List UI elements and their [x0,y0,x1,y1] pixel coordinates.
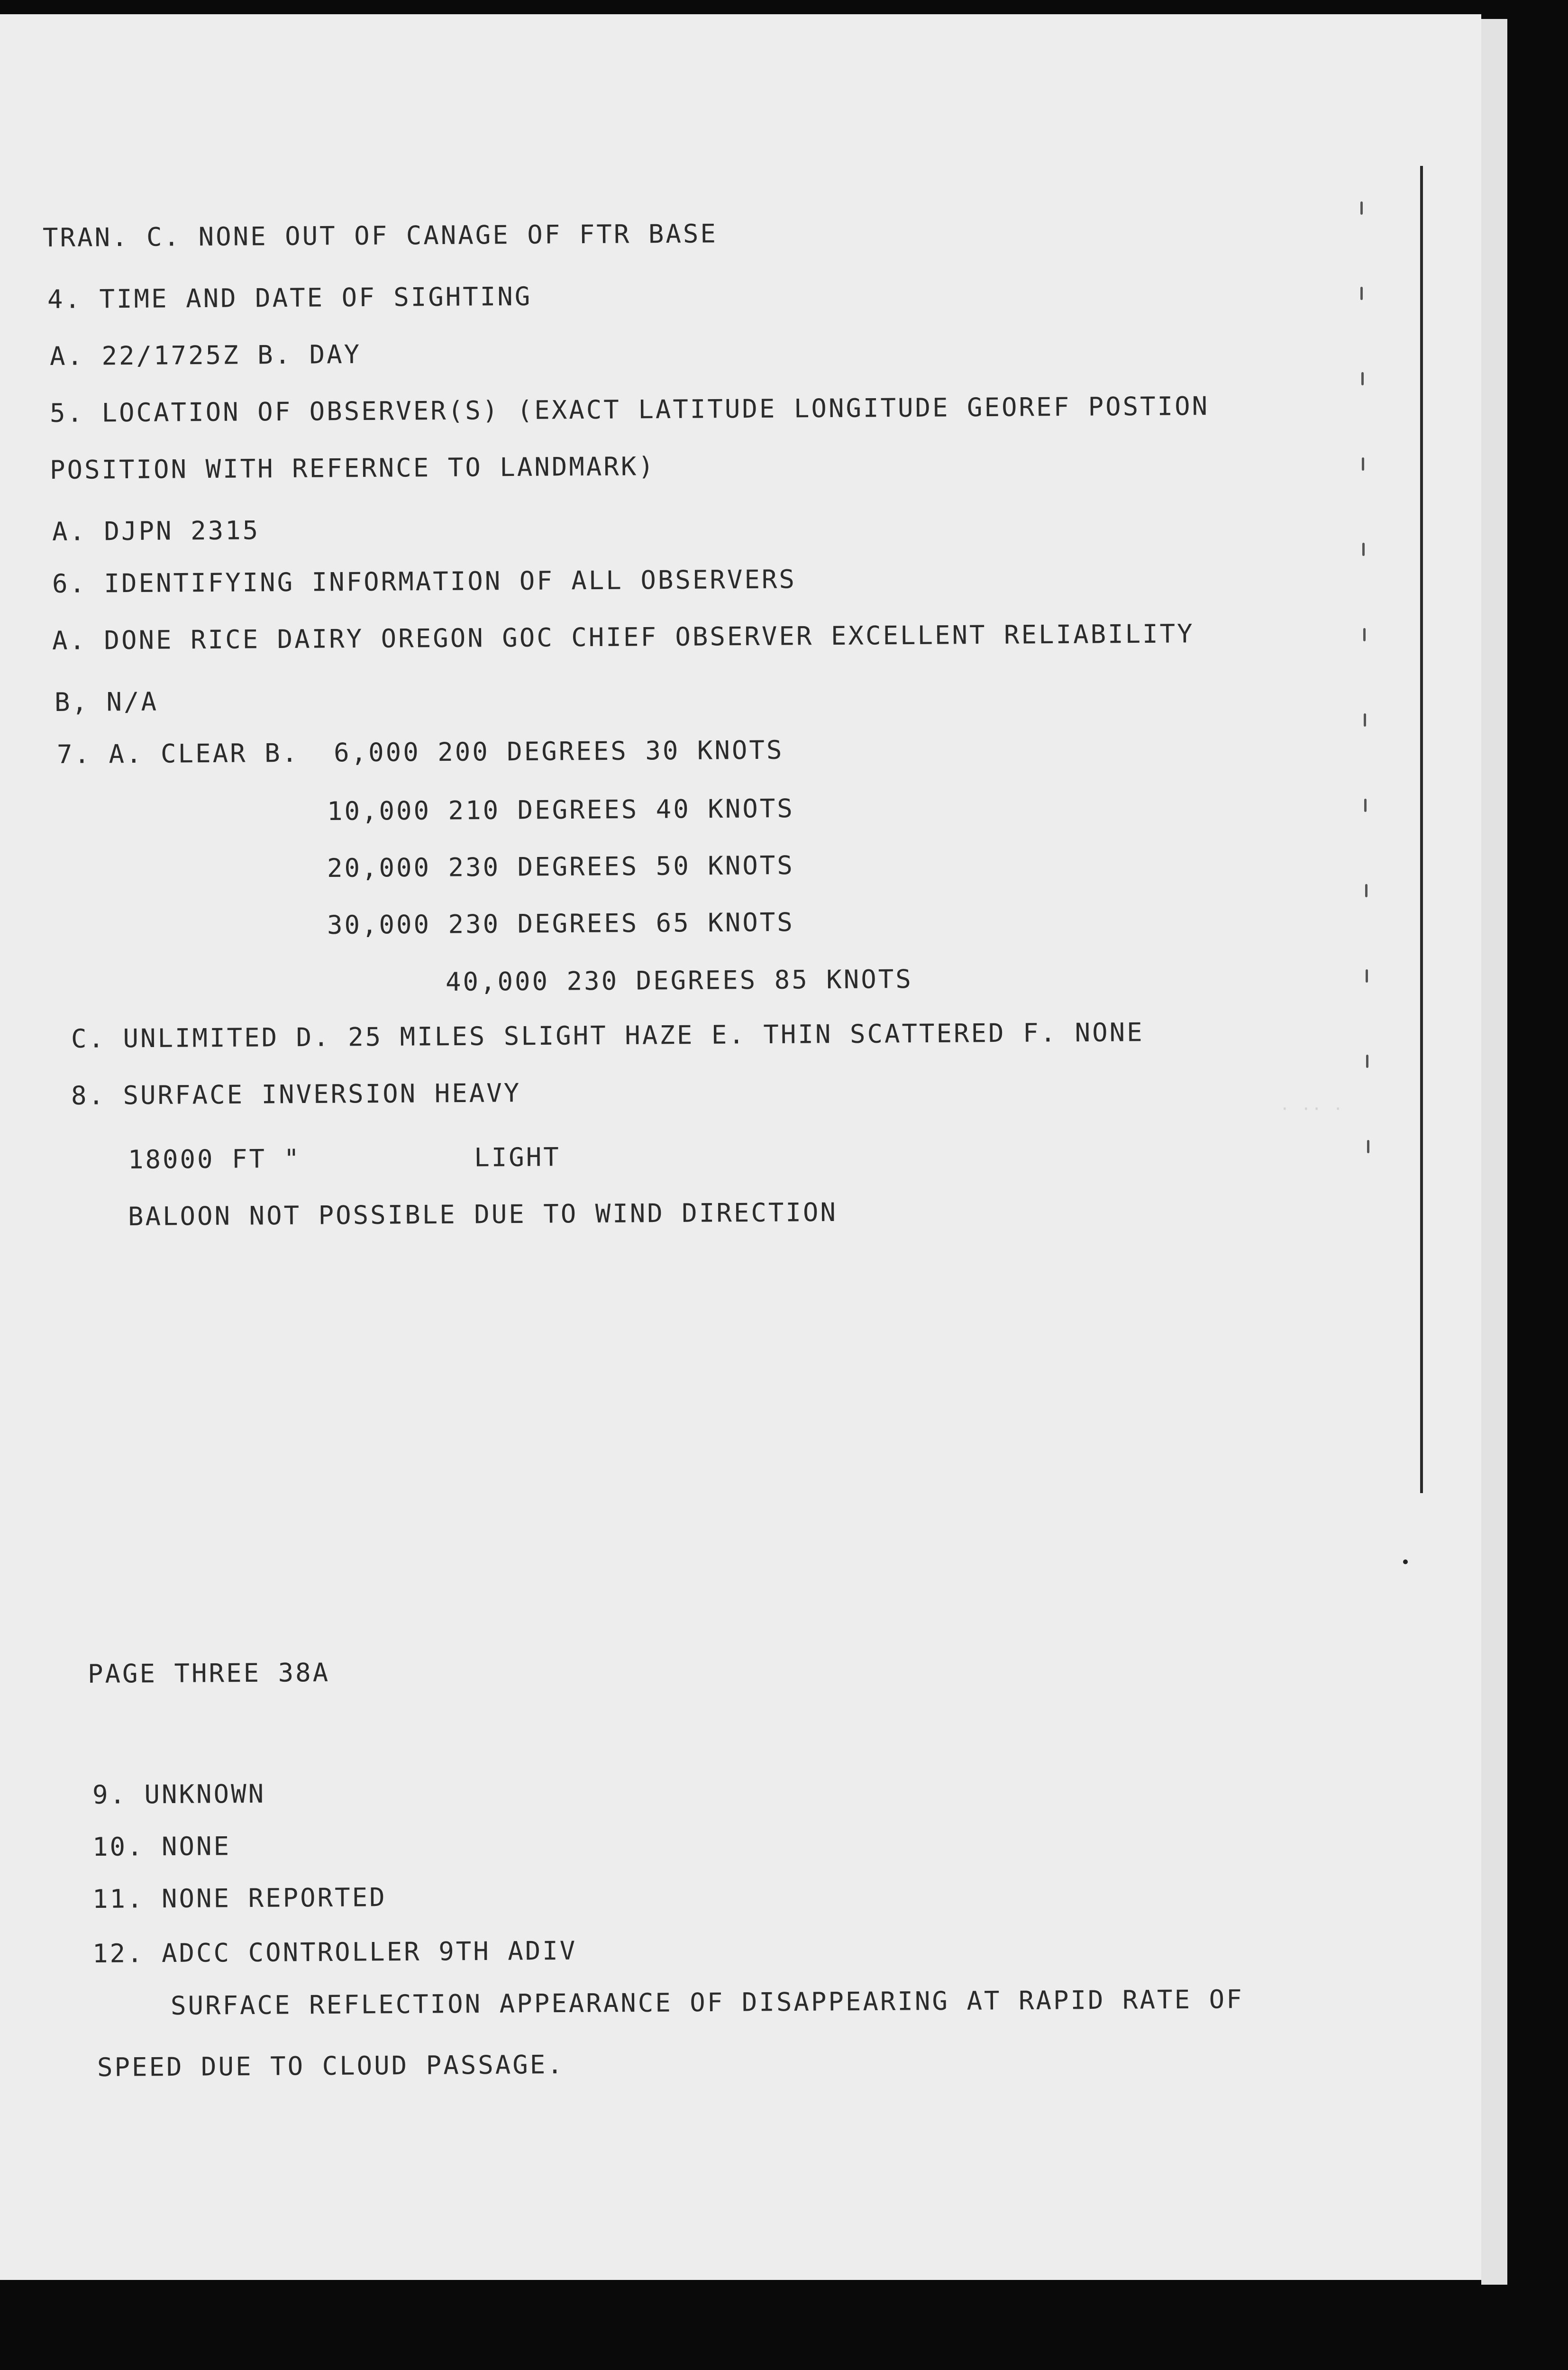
text-line: 18000 FT " LIGHT [128,1142,561,1175]
margin-tick [1363,628,1366,641]
text-line: A. 22/1725Z B. DAY [49,339,362,371]
text-line: B, N/A [54,686,159,717]
margin-rule [1420,166,1423,1493]
margin-tick [1364,713,1366,727]
text-line: 12. ADCC CONTROLLER 9TH ADIV [92,1935,577,1969]
text-line: BALOON NOT POSSIBLE DUE TO WIND DIRECTION [128,1197,838,1231]
margin-tick [1362,543,1365,556]
margin-tick [1364,799,1367,812]
text-line: 10. NONE [92,1831,231,1862]
text-line: 20,000 230 DEGREES 50 KNOTS [327,850,794,883]
text-line: TRAN. C. NONE OUT OF CANAGE OF FTR BASE [42,219,718,253]
margin-tick [1367,1140,1369,1153]
text-line: C. UNLIMITED D. 25 MILES SLIGHT HAZE E. THIN SCATTERED F. NONE [71,1017,1144,1054]
margin-tick [1362,457,1364,471]
text-line: 6. IDENTIFYING INFORMATION OF ALL OBSERVERS [52,564,797,599]
text-line: 7. A. CLEAR B. 6,000 200 DEGREES 30 KNOTS [56,735,784,769]
text-line: A. DONE RICE DAIRY OREGON GOC CHIEF OBSERVER EXCELLENT RELIABILITY [52,619,1194,656]
margin-tick [1360,287,1363,300]
page-heading: PAGE THREE 38A [87,1657,330,1689]
margin-tick [1366,1055,1368,1068]
text-line: SURFACE REFLECTION APPEARANCE OF DISAPPEARING AT RAPID RATE OF [170,1984,1244,2021]
text-line: 10,000 210 DEGREES 40 KNOTS [327,793,794,826]
text-line: 8. SURFACE INVERSION HEAVY [71,1078,521,1111]
text-line: 9. UNKNOWN [92,1778,266,1810]
document-page [0,14,1481,2280]
text-line: POSITION WITH REFERNCE TO LANDMARK) [49,451,656,485]
margin-tick [1366,969,1368,983]
text-line: SPEED DUE TO CLOUD PASSAGE. [97,2049,565,2082]
margin-tick [1361,372,1364,385]
text-line: 30,000 230 DEGREES 65 KNOTS [327,907,794,940]
margin-tick [1365,884,1367,897]
text-line: A. DJPN 2315 [52,515,260,547]
margin-tick [1360,201,1363,215]
text-line: 11. NONE REPORTED [92,1882,387,1914]
faded-stamp-mark: · ·· · [1280,1100,1344,1119]
text-line: 40,000 230 DEGREES 85 KNOTS [445,964,913,997]
underlying-sheet-edge [1481,19,1507,2285]
text-line: 5. LOCATION OF OBSERVER(S) (EXACT LATITUDE LONGITUDE GEOREF POSTION [49,391,1210,428]
text-line: 4. TIME AND DATE OF SIGHTING [47,281,532,314]
dust-speck [1403,1559,1408,1564]
